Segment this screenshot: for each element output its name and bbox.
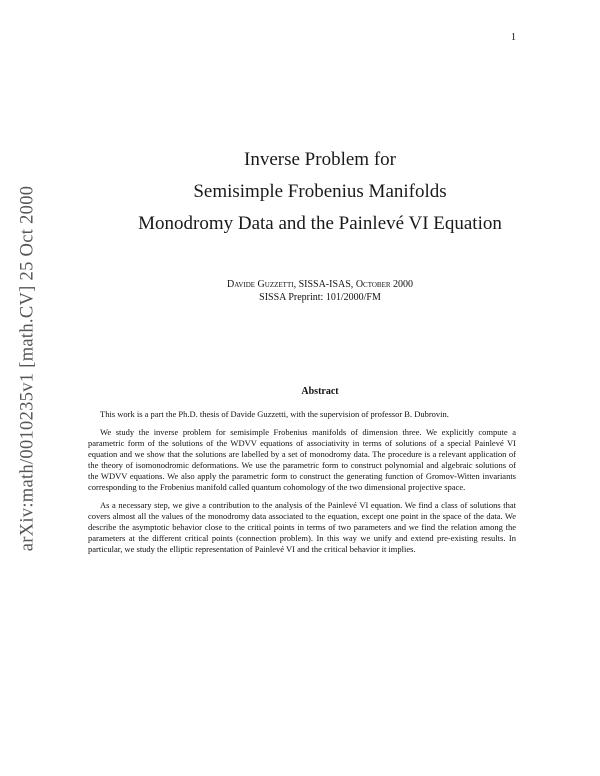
preprint-number: SISSA Preprint: 101/2000/FM	[259, 292, 381, 303]
arxiv-stamp	[8, 158, 48, 578]
abstract-paragraph-1: This work is a part the Ph.D. thesis of Davide Guzzetti, with the supervision of professor B. Dubrovin.	[100, 409, 449, 419]
title-line-1: Inverse Problem for	[244, 149, 396, 170]
author-line	[60, 278, 580, 291]
abstract-heading: Abstract	[301, 386, 339, 397]
arxiv-identifier: arXiv:math/0010235v1 [math.CV] 25 Oct 2000	[17, 185, 38, 551]
author-block	[60, 278, 580, 304]
page-number: 1	[511, 32, 516, 43]
title-line-2: Semisimple Frobenius Manifolds	[193, 181, 447, 202]
author-name: Davide Guzzetti	[226, 279, 294, 290]
paper-title	[60, 144, 580, 240]
abstract-paragraph-2: We study the inverse problem for semisimple Frobenius manifolds of dimension three. We explicitly compute a parametric form of the solutions of the WDVV equations of associativity in terms of solutions of a special Painlevé VI equation and we show that the solutions are labelled by a set of monodromy data. The procedure is a relevant application of the theory of isomonodromic deformations. We use the parametric form to construct polynomial and algebraic solutions of the WDVV equations. We also apply the parametric form to construct the generating function of Gromov-Witten invariants corresponding to the Frobenius manifold called quantum cohomology of the two dimensional projective space.	[88, 427, 516, 492]
author-date: October 2000	[355, 279, 414, 290]
title-line-3: Monodromy Data and the Painlevé VI Equation	[138, 213, 502, 234]
abstract-paragraph-3: As a necessary step, we give a contribution to the analysis of the Painlevé VI equation. We find a class of solutions that covers almost all the values of the monodromy data associated to the equation, except one point in the space of the data. We describe the asymptotic behavior close to the critical points in terms of two parameters and we find the relation among the parameters at the different critical points (connection problem). In this way we unify and extend pre-existing results. In particular, we study the elliptic representation of Painlevé VI and the critical behavior it implies.	[88, 500, 516, 554]
abstract-body	[88, 409, 516, 562]
author-affiliation: , SISSA-ISAS,	[293, 279, 356, 290]
